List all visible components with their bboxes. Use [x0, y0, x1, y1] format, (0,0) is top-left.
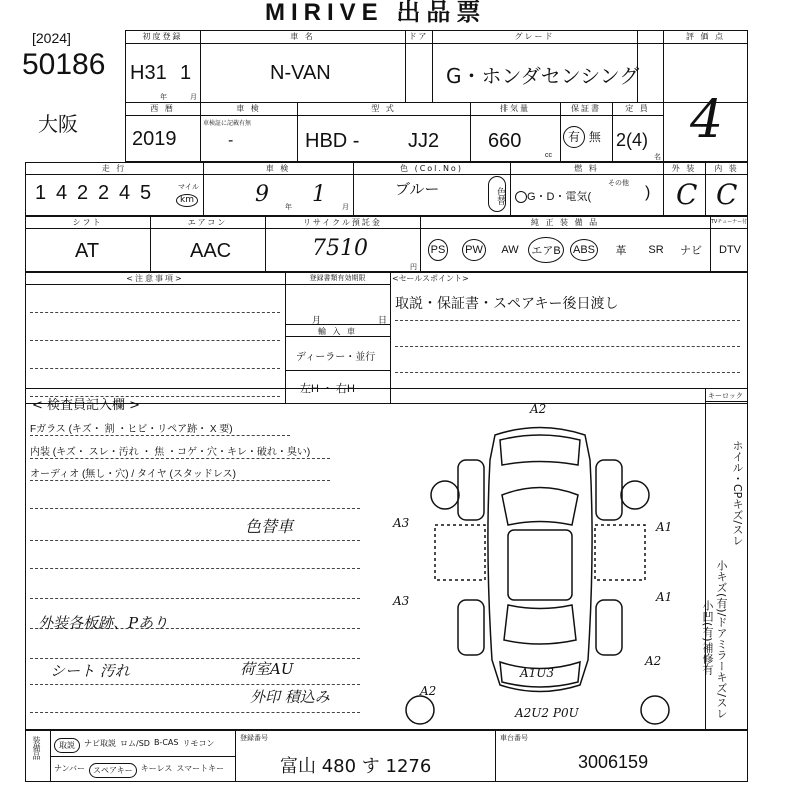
- hdr-inspection: 車 検: [236, 104, 261, 113]
- damage-mark: A1: [656, 520, 673, 534]
- inspection-year-unit: 年: [285, 204, 292, 211]
- damage-mark: A2: [645, 654, 662, 668]
- mileage-digit: 1: [34, 182, 47, 204]
- equip-remote: リモコン: [182, 739, 215, 748]
- frame-number: 3006159: [578, 752, 649, 772]
- displacement: 660: [488, 130, 522, 152]
- car-name: N-VAN: [270, 62, 331, 84]
- month-unit: 月: [190, 94, 197, 101]
- hdr-fuel: 燃 料: [574, 164, 599, 173]
- hdr-car-name: 車 名: [290, 32, 315, 41]
- hdr-notes: <注意事項>: [126, 274, 184, 283]
- hdr-displacement: 排気量: [500, 104, 530, 113]
- first-reg-month: 1: [180, 62, 192, 84]
- damage-mark: A2: [420, 684, 437, 698]
- side-note-1: ホイル・CPキズ/スレ: [731, 440, 744, 547]
- option-sunroof: SR: [648, 244, 664, 256]
- exterior-grade: C: [676, 178, 698, 211]
- steering: 左H ・ 右H: [300, 383, 355, 395]
- reg-expiry-day: 日: [378, 315, 388, 325]
- note-seat: シート 汚れ: [50, 662, 130, 680]
- score-value: 4: [690, 90, 724, 150]
- damage-mark: A3: [393, 594, 410, 608]
- damage-mark: A2U2 P0U: [515, 706, 579, 720]
- fuel-other: その他: [608, 180, 629, 187]
- option-navi: ナビ: [680, 245, 702, 257]
- hdr-score: 評 価 点: [685, 32, 726, 41]
- equip-spare-key: スペアキー: [89, 763, 137, 778]
- hdr-aircon: エアコン: [187, 218, 228, 227]
- hdr-reg-number: 登録番号: [240, 735, 268, 742]
- option-airbag: エアB: [528, 236, 564, 264]
- hdr-keylock: キーロック: [708, 393, 743, 400]
- note-exterior: 外装各板跡、Pあり: [38, 614, 169, 632]
- hdr-door: ドア: [408, 32, 429, 41]
- option-leather: 革: [615, 245, 627, 257]
- option-pw: PW: [458, 236, 490, 264]
- inspection-year: 9: [255, 182, 269, 207]
- equip-number-plate: ナンバー: [54, 764, 86, 773]
- reg-expiry-month: 月: [312, 315, 322, 325]
- reg-number: 富山 480 す 1276: [280, 756, 432, 777]
- note-loading: 外印 積込み: [250, 688, 330, 706]
- warranty-no: 無: [588, 130, 601, 144]
- yen-unit: 円: [410, 264, 417, 271]
- side-note-2: 小キズ(有)/ドアミラーキズ/スレ: [715, 560, 728, 719]
- equip-bcas: B-CAS: [153, 738, 179, 747]
- mileage-unit-km: km: [176, 194, 198, 207]
- equip-smart-key: スマートキー: [176, 764, 225, 773]
- inspector-glass: Fガラス (キズ・ 割 ・ヒビ・リペア跡・ X 要): [30, 424, 233, 435]
- hdr-interior: 内 装: [714, 164, 739, 173]
- hdr-mileage: 走 行: [101, 164, 127, 173]
- capacity-unit: 名: [654, 154, 661, 161]
- inspection-note: 車検証に記載有無: [203, 121, 252, 127]
- damage-mark: A3: [393, 516, 410, 530]
- sheet-title: MIRIVE 出品票: [265, 0, 487, 26]
- equip-manual: 取説: [54, 738, 80, 753]
- sales-point: 取説・保証書・スペアキー後日渡し: [395, 296, 619, 312]
- color-change-mark: 色替: [488, 176, 506, 212]
- western-year: 2019: [132, 128, 177, 150]
- hdr-warranty: 保証書: [571, 104, 601, 113]
- hdr-sales-point: <セールスポイント>: [392, 274, 469, 283]
- chassis-code: JJ2: [408, 130, 440, 152]
- hdr-frame-number: 車台番号: [500, 735, 528, 742]
- inspection-value: -: [228, 132, 234, 149]
- note-cargo: 荷室AU: [240, 660, 294, 678]
- fuel-type: [515, 188, 591, 204]
- fuel-g-mark: [515, 191, 527, 203]
- footer-row1: [54, 738, 214, 753]
- year-unit: 年: [160, 94, 167, 101]
- option-aw: AW: [501, 244, 519, 256]
- year-tag: [2024]: [32, 30, 71, 46]
- note-color-change: 色替車: [245, 517, 294, 536]
- mileage-digit: 4: [118, 182, 131, 204]
- inspection-month-unit: 月: [342, 204, 349, 211]
- inspector-audio: オーディオ (無し・穴) / タイヤ (スタッドレス): [30, 469, 236, 480]
- hdr-recycle: リサイクル預託金: [303, 218, 382, 227]
- hdr-equipment: 純 正 装 備 品: [530, 218, 600, 227]
- hdr-import: 輸 入 車: [317, 327, 358, 336]
- option-abs: ABS: [566, 236, 602, 264]
- first-reg-era: H31: [130, 62, 167, 84]
- equip-rom-sd: ロム/SD: [120, 739, 150, 748]
- cc-unit: cc: [545, 152, 552, 159]
- hdr-inspector: < 検査員記入欄 >: [32, 398, 141, 413]
- hdr-reg-expiry: 登録書類有効期限: [309, 274, 366, 282]
- damage-mark: A1U3: [520, 666, 555, 680]
- location: 大阪: [38, 112, 78, 136]
- footer-section-label: 装備品: [32, 736, 41, 760]
- hdr-capacity: 定 員: [625, 104, 650, 113]
- equip-nav-manual: ナビ取説: [84, 739, 116, 748]
- hdr-model: 型 式: [371, 104, 396, 113]
- option-dtv: DTV: [719, 244, 741, 256]
- hdr-color: 色 (Col.No): [400, 164, 463, 173]
- equip-keyless: キーレス: [140, 764, 173, 773]
- hdr-grade: グレード: [514, 32, 555, 41]
- damage-mark: A1: [656, 590, 673, 604]
- fuel-type-text: G・D・電気(: [527, 191, 592, 203]
- import-type: ディーラー・並行: [296, 352, 376, 363]
- recycle-value: 7510: [312, 236, 368, 261]
- hdr-inspection2: 車 検: [265, 164, 291, 173]
- interior-grade: C: [716, 178, 738, 211]
- hdr-first-reg: 初度登録: [142, 32, 183, 41]
- mileage-digits: [30, 182, 156, 205]
- aircon-value: AAC: [190, 240, 232, 262]
- fuel-close: ): [645, 184, 651, 201]
- color: ブルー: [395, 180, 440, 198]
- footer-row2: [54, 763, 224, 778]
- warranty-yes: 有: [563, 126, 585, 148]
- mileage-digit: 2: [97, 182, 110, 204]
- hdr-tuner: TVチューナー付: [710, 219, 748, 225]
- inspector-interior: 内装 (キズ・ スレ・汚れ ・ 焦 ・コゲ・穴・キレ・破れ・臭い): [30, 447, 311, 458]
- model-prefix: HBD -: [305, 130, 360, 152]
- car-damage-diagram: [390, 400, 700, 730]
- mileage-digit: 5: [139, 182, 152, 204]
- notes-section: [25, 272, 748, 404]
- hdr-shift: シフト: [72, 218, 103, 227]
- option-ps: PS: [422, 236, 454, 264]
- mileage-unit-mile: マイル: [178, 184, 199, 191]
- mileage-digit: 4: [55, 182, 68, 204]
- hdr-exterior: 外 装: [671, 164, 697, 173]
- shift-value: AT: [75, 240, 100, 262]
- grade: G・ホンダセンシング: [446, 64, 640, 88]
- inspection-month: 1: [312, 182, 326, 207]
- hdr-western: 西 暦: [150, 104, 175, 113]
- capacity: 2(4): [616, 130, 649, 150]
- side-note-3: 小凹(有)補修有: [701, 600, 714, 675]
- damage-mark: A2: [530, 402, 547, 416]
- mileage-digit: 2: [76, 182, 89, 204]
- lot-number: 50186: [22, 48, 106, 81]
